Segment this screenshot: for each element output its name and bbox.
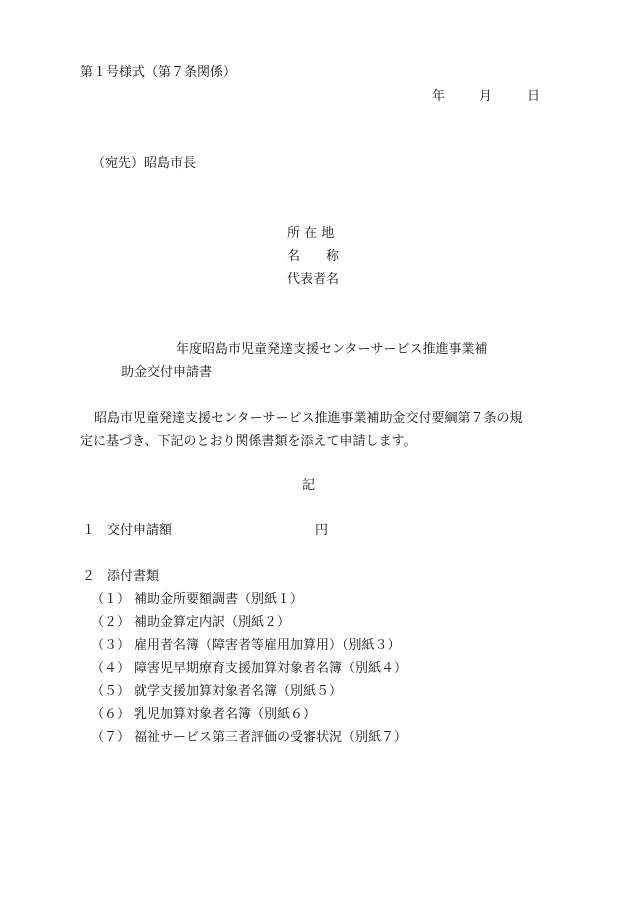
attachment-text: 補助金算定内訳（別紙２） — [134, 615, 291, 630]
form-label: 第１号様式（第７条関係） — [80, 65, 237, 80]
item-number: ２ — [82, 569, 96, 584]
attachment-number: （１） — [91, 592, 131, 607]
attachment-number: （４） — [91, 661, 131, 676]
date-day-label: 日 — [527, 89, 541, 104]
body-text-line: 昭島市児童発達支援センターサービス推進事業補助金交付要綱第７条の規 — [94, 411, 523, 426]
body-text-line: 定に基づき、下記のとおり関係書類を添えて申請します。 — [80, 434, 417, 449]
attachment-text: 障害児早期療育支援加算対象者名簿（別紙４） — [134, 661, 408, 676]
document-title-line: 年度昭島市児童発達支援センターサービス推進事業補 — [176, 342, 488, 357]
attachment-text: 雇用者名簿（障害者等雇用加算用）（別紙３） — [134, 638, 401, 653]
addressee: （宛先）昭島市長 — [92, 156, 197, 171]
attachment-text: 補助金所要額調書（別紙１） — [134, 592, 304, 607]
applicant-name-label: 名 称 — [287, 249, 340, 264]
applicant-address-label: 所 在 地 — [287, 226, 335, 241]
attachment-number: （２） — [91, 615, 131, 630]
attachment-number: （７） — [91, 730, 131, 745]
ki-heading: 記 — [302, 478, 316, 493]
attachment-number: （３） — [91, 638, 131, 653]
attachment-number: （５） — [91, 684, 131, 699]
item-label: 交付申請額 — [107, 523, 173, 538]
document-title-line: 助金交付申請書 — [121, 365, 213, 380]
item-number: １ — [82, 523, 96, 538]
attachment-number: （６） — [91, 707, 131, 722]
attachment-text: 就学支援加算対象者名簿（別紙５） — [134, 684, 343, 699]
attachment-text: 福祉サービス第三者評価の受審状況（別紙７） — [134, 730, 408, 745]
applicant-representative-label: 代表者名 — [287, 272, 340, 287]
date-year-label: 年 — [432, 89, 446, 104]
date-month-label: 月 — [479, 89, 493, 104]
amount-unit: 円 — [315, 523, 329, 538]
item-label: 添付書類 — [107, 569, 160, 584]
attachment-text: 乳児加算対象者名簿（別紙６） — [134, 707, 317, 722]
